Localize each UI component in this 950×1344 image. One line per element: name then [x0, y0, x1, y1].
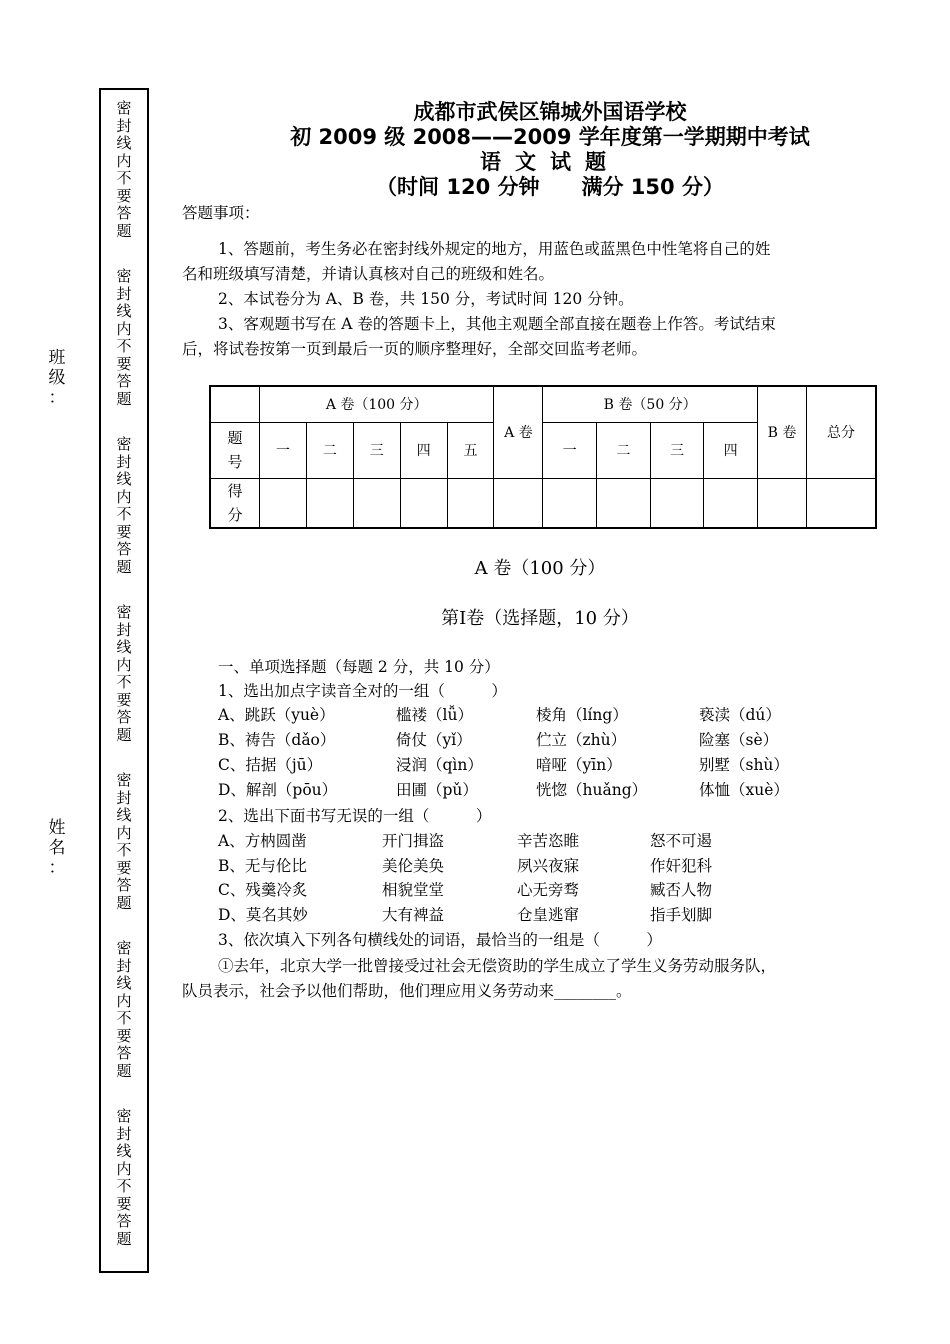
b-header: B 卷（50 分） — [543, 386, 758, 422]
score-cell — [650, 478, 704, 528]
score-cell — [447, 478, 494, 528]
b-total-header: B 卷 — [758, 386, 807, 478]
a-col: 二 — [306, 422, 353, 478]
a-col: 五 — [447, 422, 494, 478]
a-col: 三 — [353, 422, 400, 478]
class-label: 班 级 ： — [48, 348, 66, 408]
seal-text: 密 封 线 内 不 要 答 题 — [116, 99, 132, 240]
a-header: A 卷（100 分） — [260, 386, 494, 422]
total-header: 总分 — [807, 386, 877, 478]
q2-stem: 2、选出下面书写无误的一组（ ） — [218, 807, 492, 825]
part1-title: 第Ⅰ卷（选择题，10 分） — [441, 608, 639, 629]
score-cell — [353, 478, 400, 528]
score-table — [209, 385, 877, 529]
b-col: 四 — [704, 422, 758, 478]
school-title: 成都市武侯区锦城外国语学校 — [413, 100, 687, 124]
q1-stem: 1、选出加点字读音全对的一组（ ） — [218, 682, 507, 700]
score-cell — [260, 478, 307, 528]
exam-title: 初 2009 级 2008——2009 学年度第一学期期中考试 — [290, 125, 810, 149]
seal-text: 密 封 线 内 不 要 答 题 — [116, 771, 132, 912]
q3-sentence-1a: ①去年，北京大学一批曾接受过社会无偿资助的学生成立了学生义务劳动服务队， — [218, 957, 777, 975]
seal-line-box — [99, 88, 149, 1273]
q3-sentence-1b: 队员表示，社会予以他们帮助，他们理应用义务劳动来________。 — [182, 982, 632, 1000]
a-col: 四 — [400, 422, 447, 478]
q-section-heading: 一、单项选择题（每题 2 分，共 10 分） — [218, 658, 500, 676]
instruction-3a: 3、客观题书写在 A 卷的答题卡上，其他主观题全部直接在题卷上作答。考试结束 — [218, 315, 776, 333]
name-label: 姓 名 ： — [48, 818, 66, 878]
a-col: 一 — [260, 422, 307, 478]
instruction-3b: 后，将试卷按第一页到最后一页的顺序整理好，全部交回监考老师。 — [182, 340, 648, 358]
section-a-title: A 卷（100 分） — [474, 558, 606, 579]
seal-text: 密 封 线 内 不 要 答 题 — [116, 1107, 132, 1248]
score-cell — [597, 478, 651, 528]
score-cell — [758, 478, 807, 528]
row-label-score: 得 分 — [210, 478, 260, 528]
row-label-number: 题 号 — [210, 422, 260, 478]
seal-text: 密 封 线 内 不 要 答 题 — [116, 267, 132, 408]
b-col: 二 — [597, 422, 651, 478]
instruction-1a: 1、答题前，考生务必在密封线外规定的地方，用蓝色或蓝黑色中性笔将自己的姓 — [218, 240, 771, 258]
score-cell — [807, 478, 877, 528]
seal-text: 密 封 线 内 不 要 答 题 — [116, 939, 132, 1080]
instruction-1b: 名和班级填写清楚，并请认真核对自己的班级和姓名。 — [182, 265, 555, 283]
b-col: 三 — [650, 422, 704, 478]
instructions-heading: 答题事项： — [182, 204, 260, 222]
score-cell — [494, 478, 543, 528]
q3-stem: 3、依次填入下列各句横线处的词语，最恰当的一组是（ ） — [218, 931, 662, 949]
b-col: 一 — [543, 422, 597, 478]
score-cell — [704, 478, 758, 528]
score-cell — [543, 478, 597, 528]
subject-title: 语文试题 — [480, 150, 620, 174]
seal-text: 密 封 线 内 不 要 答 题 — [116, 435, 132, 576]
score-cell — [400, 478, 447, 528]
seal-text: 密 封 线 内 不 要 答 题 — [116, 603, 132, 744]
a-total-header: A 卷 — [494, 386, 543, 478]
time-score: （时间 120 分钟 满分 150 分） — [376, 175, 724, 199]
instruction-2: 2、本试卷分为 A、B 卷，共 150 分，考试时间 120 分钟。 — [218, 290, 634, 308]
score-cell — [306, 478, 353, 528]
